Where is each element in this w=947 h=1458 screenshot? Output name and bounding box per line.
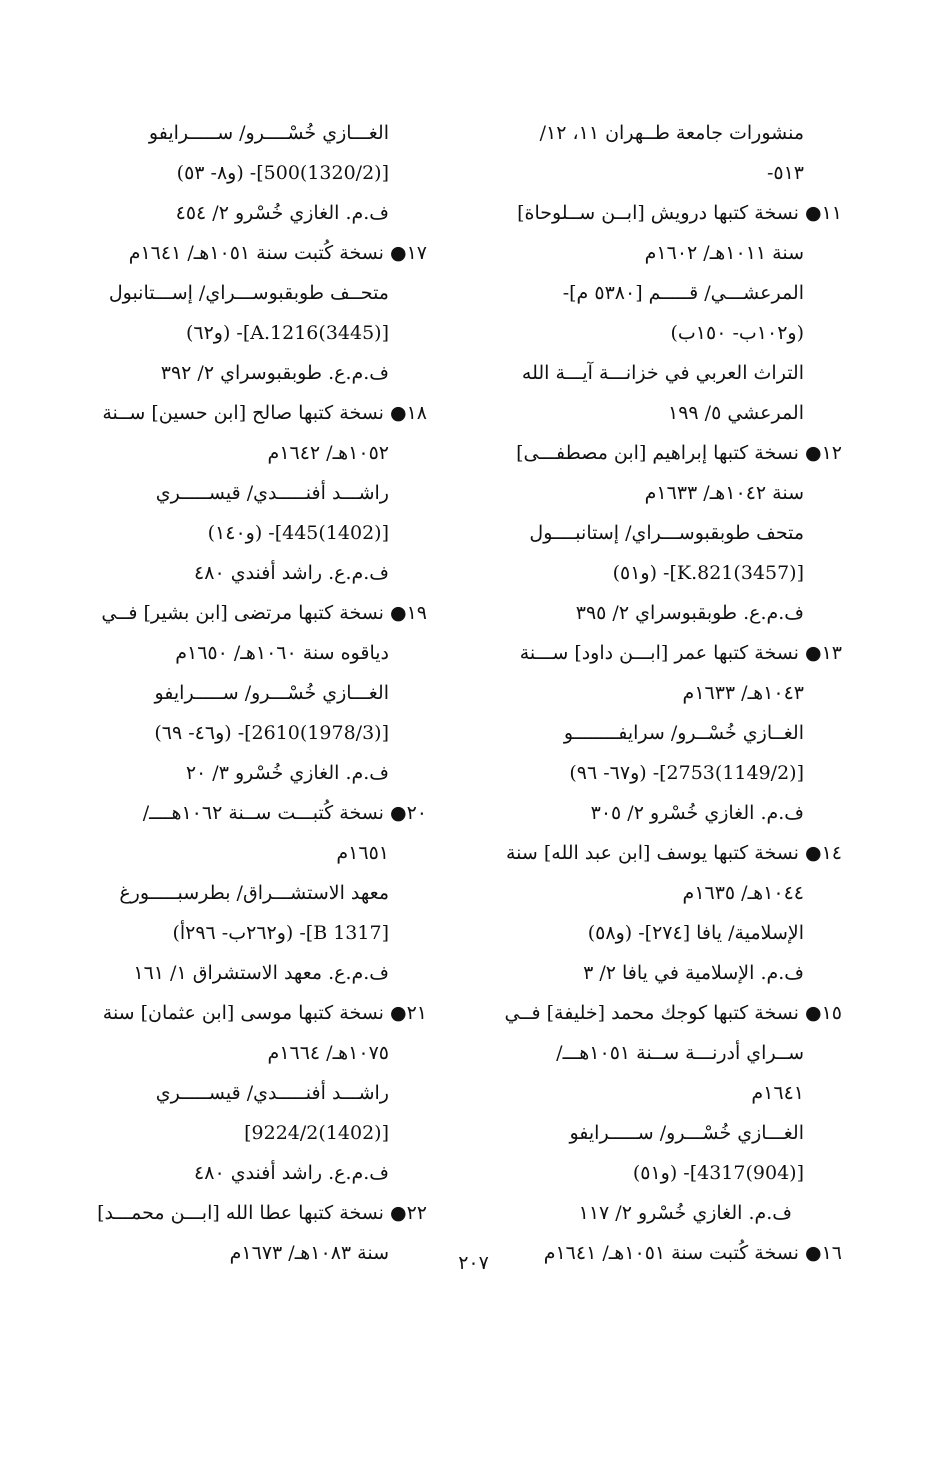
entry-detail-line: ف.م.ع. معهد الاستشراق ١/ ١٦١ [133,962,389,984]
entry-detail-line: ف.م.ع. راشد أفندي ٤٨٠ [194,1162,389,1184]
entry-detail-line: [(3445)A.1216]- (و٦٢) [185,322,389,344]
entry-heading-line: ١٨● نسخة كتبها صالح [ابن حسين] ســنة [102,402,427,424]
entry-detail-line: [(1402)9224/2] [244,1122,389,1144]
entry-detail-line: [(904)4317]- (و٥١) [632,1162,804,1184]
entry-detail-line: ف.م.ع. طوبقبوسراي ٢/ ٣٩٢ [160,362,389,384]
entry-detail-line: ف.م. الإسلامية في يافا ٢/ ٣ [583,962,804,984]
entry-detail-line: الإسلامية/ يافا [٢٧٤]- (و٥٨) [587,922,804,944]
entry-detail-line: التراث العربي في خزانـــة آيـــة الله [521,362,804,384]
entry-detail-line: ١٠٧٥هـ/ ١٦٦٤م [267,1042,389,1064]
entry-heading-line: ١٥● نسخة كتبها كوجك محمد [خليفة] فــي [504,1002,842,1024]
entry-detail-line: سنة ١٠٨٣هـ/ ١٦٧٣م [229,1242,389,1264]
right-column [492,113,842,1273]
entry-heading-line: ٢٢● نسخة كتبها عطا الله [ابـــن محمـــد] [97,1202,427,1224]
entry-heading-line: ١٦● نسخة كُتبت سنة ١٠٥١هـ/ ١٦٤١م [543,1242,842,1264]
entry-detail-line: الغــازي خُسْــرو/ سرايفــــــــو [563,722,804,744]
entry-detail-line: ١٠٤٤هـ/ ١٦٣٥م [682,882,804,904]
entry-detail-line: المرعشي ٥/ ١٩٩ [668,402,804,424]
entry-detail-line: [(1320/2)500]- (و٨- ٥٣) [176,162,389,184]
entry-detail-line: الغـــازي خُسْــــرو/ ســـــرايفو [148,122,389,144]
entry-detail-line: ١٠٥٢هـ/ ١٦٤٢م [267,442,389,464]
entry-heading-line: ١٤● نسخة كتبها يوسف [ابن عبد الله] سنة [506,842,842,864]
entry-detail-line: [(1978/3)2610]- (و٤٦- ٦٩) [154,722,389,744]
entry-heading-line: ٢١● نسخة كتبها موسى [ابن عثمان] سنة [102,1002,427,1024]
entry-detail-line: ف.م. الغازي خُسْرو ٣/ ٢٠ [185,762,389,784]
entry-detail-line: [(1402)445]- (و١٤٠) [207,522,389,544]
entry-detail-line: ١٦٥١م [336,842,389,864]
entry-detail-line: منشورات جامعة طــهران ١١، ١٢/ [539,122,804,144]
entry-detail-line: الغـــازي خُسْـــرو/ ســـــرايفو [569,1122,804,1144]
entry-detail-line: ف.م. الغازي خُسْرو ٢/ ١١٧ [578,1202,792,1224]
entry-detail-line: ســراي أدرنـــة ســنة ١٠٥١هـــ/ [556,1042,804,1064]
entry-detail-line: المرعشـــي/ قـــــم [٥٣٨٠ م]- [562,282,804,304]
entry-heading-line: ١٧● نسخة كُتبت سنة ١٠٥١هـ/ ١٦٤١م [128,242,427,264]
entry-heading-line: ١٢● نسخة كتبها إبراهيم [ابن مصطفـــى] [516,442,842,464]
entry-detail-line: راشـــد أفنـــــدي/ قيســـــري [155,1082,389,1104]
entry-detail-line: سنة ١٠١١هـ/ ١٦٠٢م [644,242,804,264]
entry-detail-line: [B 1317]- (و٢٦٢ب- ٢٩٦أ) [172,922,389,944]
entry-detail-line: [(1149/2)2753]- (و٦٧- ٩٦) [569,762,804,784]
entry-detail-line: سنة ١٠٤٢هـ/ ١٦٣٣م [644,482,804,504]
entry-detail-line: (و١٠٢ب- ١٥٠ب) [670,322,804,344]
entry-detail-line: ١٦٤١م [751,1082,804,1104]
entry-detail-line: الغـــازي خُسْـــرو/ ســـــرايفو [154,682,389,704]
entry-detail-line: متحــف طوبقبوســـراي/ إســـتانبول [108,282,389,304]
entry-detail-line: متحف طوبقبوســـراي/ إستانبــــول [529,522,804,544]
entry-heading-line: ١١● نسخة كتبها درويش [ابــن ســلوحاة] [517,202,842,224]
entry-detail-line: ف.م. الغازي خُسْرو ٢/ ٣٠٥ [590,802,804,824]
page-number: ٢٠٧ [458,1252,489,1274]
entry-detail-line: معهد الاستشـــراق/ بطرسبـــــورغ [119,882,389,904]
entry-heading-line: ١٩● نسخة كتبها مرتضى [ابن بشير] فــي [101,602,427,624]
entry-detail-line: ١٠٤٣هـ/ ١٦٣٣م [682,682,804,704]
entry-detail-line: ٥١٣- [766,162,804,184]
entry-detail-line: ف.م. الغازي خُسْرو ٢/ ٤٥٤ [175,202,389,224]
left-column [77,113,427,1273]
entry-detail-line: راشـــد أفنـــــدي/ قيســـــري [155,482,389,504]
entry-heading-line: ١٣● نسخة كتبها عمر [ابـــن داود] ســـنة [519,642,842,664]
entry-detail-line: دياقوه سنة ١٠٦٠هـ/ ١٦٥٠م [175,642,389,664]
entry-detail-line: ف.م.ع. طوبقبوسراي ٢/ ٣٩٥ [575,602,804,624]
entry-detail-line: [(3457)K.821]- (و٥١) [612,562,804,584]
entry-detail-line: ف.م.ع. راشد أفندي ٤٨٠ [194,562,389,584]
entry-heading-line: ٢٠● نسخة كُتبـــت ســنة ١٠٦٢هــــ/ [142,802,427,824]
